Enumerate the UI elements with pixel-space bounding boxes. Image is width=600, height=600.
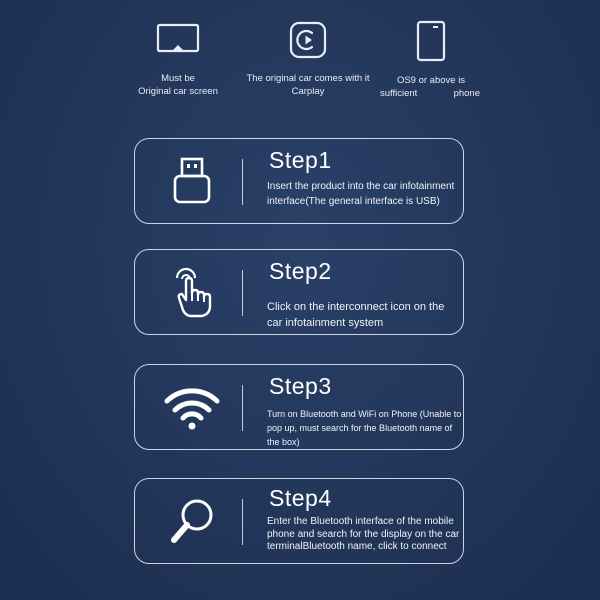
monitor-icon: [155, 20, 201, 60]
step-card-2: [134, 249, 464, 335]
step-divider: [242, 499, 243, 545]
wifi-icon: [155, 379, 229, 437]
step-card-3: [134, 364, 464, 450]
step-description: Insert the product into the car infotainment interface(The general interface is USB): [267, 181, 455, 207]
step-title: Step2: [269, 258, 332, 284]
step-card-1: [134, 138, 464, 224]
step-title: Step3: [269, 373, 332, 399]
step-description: Turn on Bluetooth and WiFi on Phone (Unable to pop up, must search for the Bluetooth name of the box): [267, 409, 462, 447]
requirement-line2-right: phone: [453, 88, 480, 99]
step-divider: [242, 385, 243, 431]
usb-plug-icon: [155, 153, 229, 211]
smartphone-icon: [414, 20, 448, 62]
step-divider: [242, 159, 243, 205]
search-icon: [155, 493, 229, 551]
requirement-line2: Original car screen: [138, 86, 218, 97]
step-description: Enter the Bluetooth interface of the mobile phone and search for the display on the car terminalBluetooth name, click to connect: [267, 516, 460, 552]
tap-hand-icon: [155, 264, 229, 322]
requirement-os9-phone: [376, 20, 486, 100]
step-description: Click on the interconnect icon on the car infotainment system: [267, 301, 445, 329]
requirement-original-screen: [128, 20, 228, 98]
requirement-line1: Must be: [161, 73, 195, 84]
requirement-carplay: [238, 20, 378, 98]
requirement-line2: [376, 87, 486, 100]
step-title: Step1: [269, 147, 332, 173]
requirement-line1: The original car comes with it: [246, 73, 370, 84]
step-divider: [242, 270, 243, 316]
requirement-line2: Carplay: [291, 86, 325, 97]
requirement-line1: OS9 or above is: [396, 75, 466, 86]
step-title: Step4: [269, 485, 332, 511]
requirement-line2-left: sufficient: [380, 88, 418, 99]
carplay-icon: [288, 20, 328, 60]
step-card-4: [134, 478, 464, 564]
